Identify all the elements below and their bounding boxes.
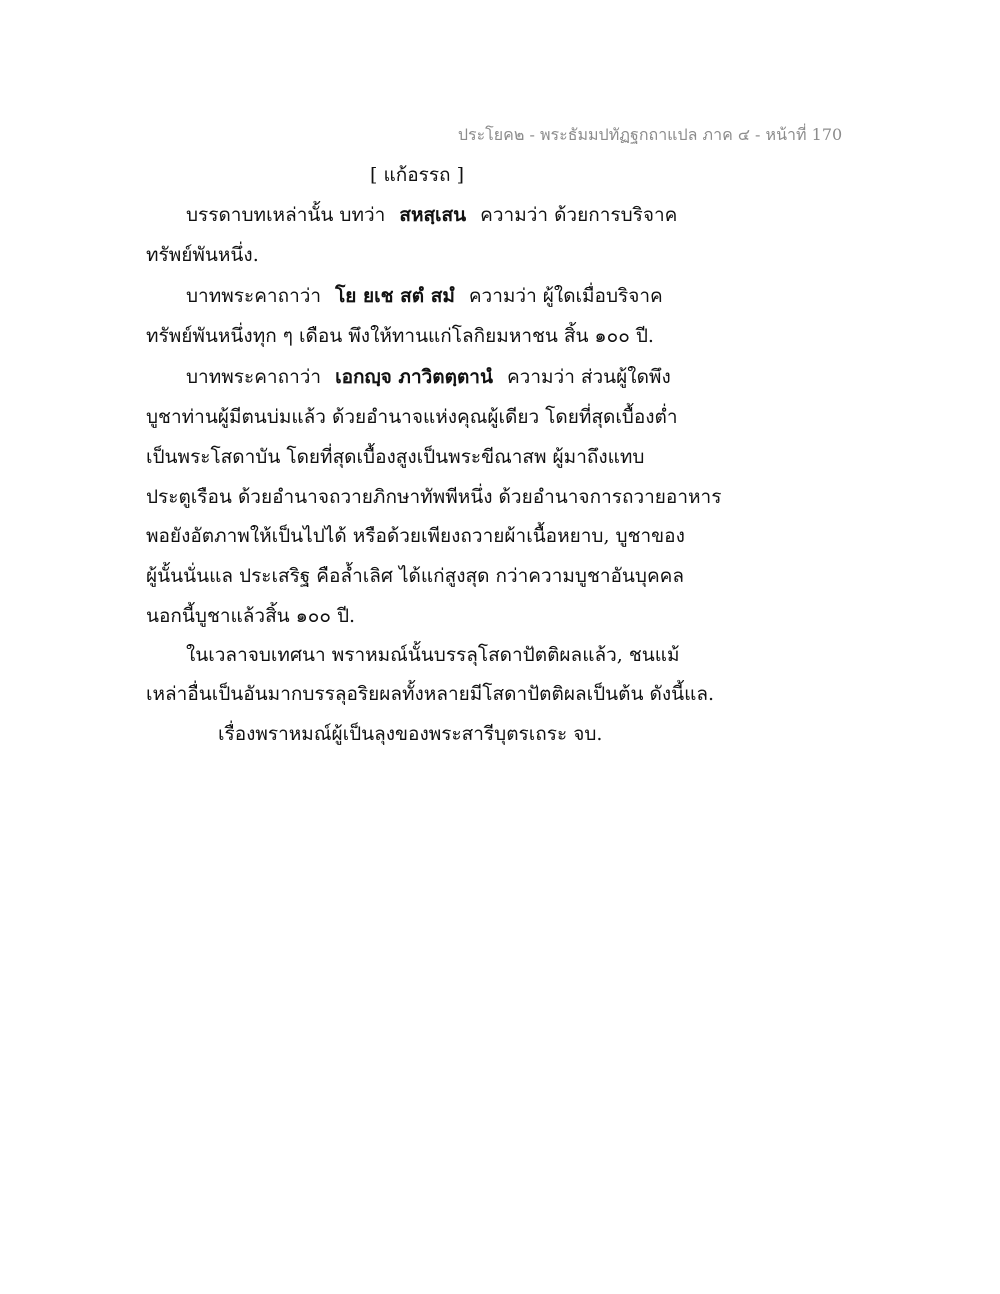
para3-line7: นอกนี้บูชาแล้วสิ้น ๑๐๐ ปี. [146,605,356,627]
para1-text-b: ความว่า ด้วยการบริจาค [480,204,678,226]
section-title: [ แก้อรรถ ] [370,164,464,186]
para1-text-a: บรรดาบทเหล่านั้น บทว่า [186,204,386,226]
para3-text-b: ความว่า ส่วนผู้ใดพึง [506,366,671,388]
para1-pali-term: สหสฺเสน [399,204,467,226]
story-closing: เรื่องพราหมณ์ผู้เป็นลุงของพระสารีบุตรเถระ จบ. [218,723,603,745]
para2-pali-term: โย ยเช สตํ สมํ [335,285,455,307]
para4-line1: ในเวลาจบเทศนา พราหมณ์นั้นบรรลุโสดาปัตติผลแล้ว, ชนแม้ [186,644,680,666]
para3-line2: บูชาท่านผู้มีตนบ่มแล้ว ด้วยอำนาจแห่งคุณผู้เดียว โดยที่สุดเบื้องต่ำ [146,406,678,428]
para2-text-a: บาทพระคาถาว่า [186,285,322,307]
para4-line2: เหล่าอื่นเป็นอันมากบรรลุอริยผลทั้งหลายมีโสดาปัตติผลเป็นต้น ดังนี้แล. [146,683,715,705]
para1-line2: ทรัพย์พันหนึ่ง. [146,244,259,266]
para2-text-b: ความว่า ผู้ใดเมื่อบริจาค [468,285,663,307]
para3-line3: เป็นพระโสดาบัน โดยที่สุดเบื้องสูงเป็นพระขีณาสพ ผู้มาถึงแทบ [146,446,645,468]
page-header-text: ประโยค๒ - พระธัมมปทัฏฐกถาแปล ภาค ๔ - หน้าที่ 170 [457,125,843,144]
para1-line1 [186,203,677,227]
para3-line4: ประตูเรือน ด้วยอำนาจถวายภิกษาทัพพีหนึ่ง ด้วยอำนาจการถวายอาหาร [146,486,722,508]
para3-line5: พอยังอัตภาพให้เป็นไปได้ หรือด้วยเพียงถวายผ้าเนื้อหยาบ, บูชาของ [146,525,685,547]
para3-line1 [186,365,671,389]
para3-pali-term: เอกญฺจ ภาวิตตฺตานํ [335,366,493,388]
para2-line1 [186,284,663,308]
para2-line2: ทรัพย์พันหนึ่งทุก ๆ เดือน พึงให้ทานแก่โลกิยมหาชน สิ้น ๑๐๐ ปี. [146,325,654,347]
para3-line6: ผู้นั้นนั่นแล ประเสริฐ คือล้ำเลิศ ได้แก่สูงสุด กว่าความบูชาอันบุคคล [146,565,685,587]
para3-text-a: บาทพระคาถาว่า [186,366,322,388]
page-header [0,124,1000,146]
